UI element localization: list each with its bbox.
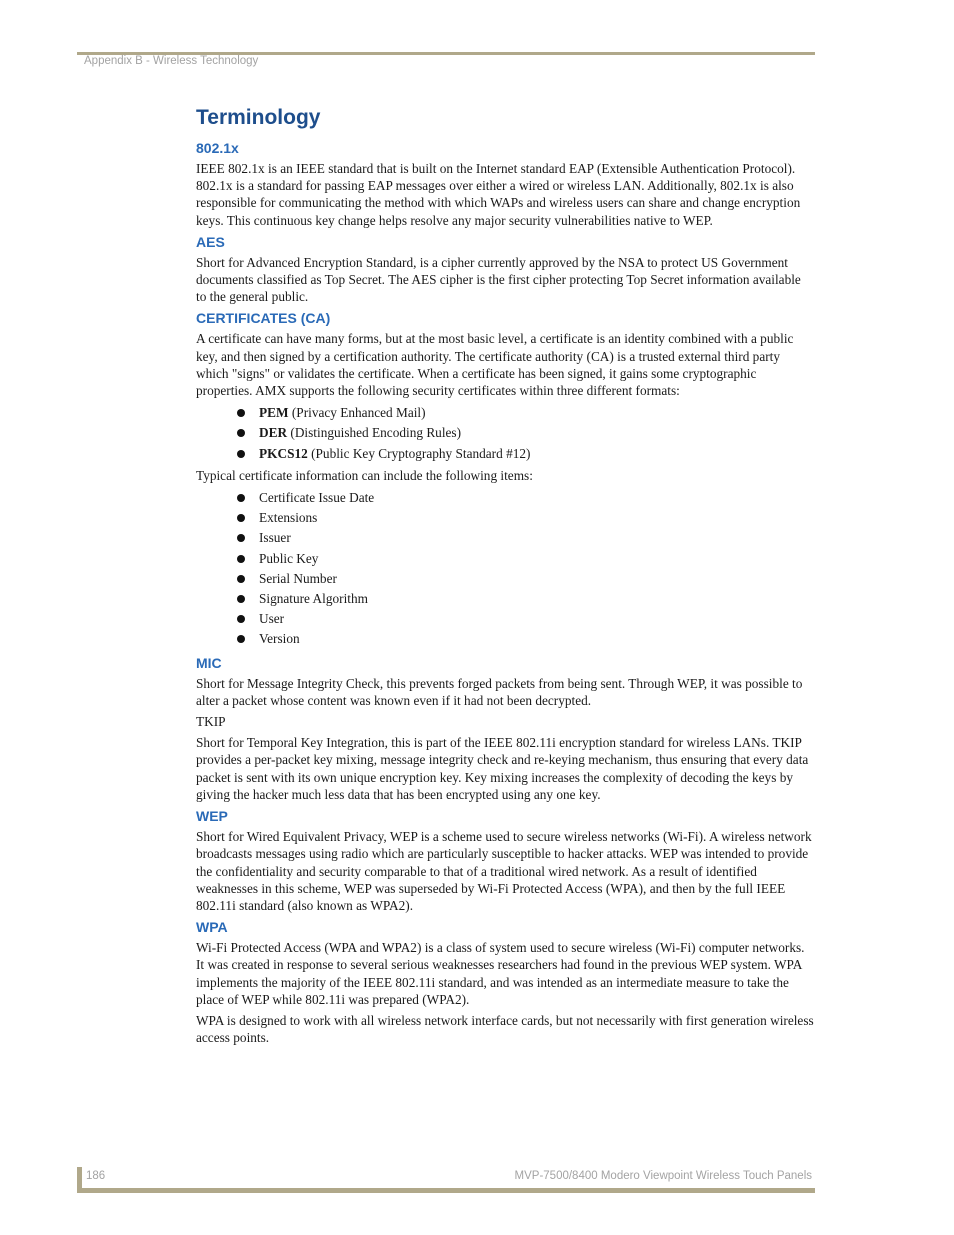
section-heading-wpa: WPA — [196, 919, 228, 936]
certificate-info-list — [196, 488, 814, 650]
bullet-icon — [237, 429, 245, 437]
paragraph-wep: Short for Wired Equivalent Privacy, WEP is a scheme used to secure wireless networks (Wi-Fi). A wireless network broadcasts messages using radio which are particularly susceptible to hacker attacks. WEP was intended to provide the confidentiality and security comparable to that of a traditional wired network. As a result of identified weaknesses in this scheme, WEP was superseded by Wi-Fi Protected Access (WPA), and then by the full IEEE 802.11i standard (also known as WPA2). — [196, 829, 812, 913]
bullet-icon — [237, 615, 245, 623]
bullet-icon — [237, 494, 245, 502]
bullet-icon — [237, 450, 245, 458]
list-item: PKCS12 (Public Key Cryptography Standard #12) — [237, 444, 814, 464]
paragraph-certificates: A certificate can have many forms, but at the most basic level, a certificate is an identity combined with a public key, and then signed by a certification authority. The certificate authority (CA) is a trusted external third party which "signs" or validates the certificate. When a certificate has been signed, it gains some cryptographic properties. AMX supports the following security certificates within three different formats: — [196, 331, 794, 399]
bullet-icon — [237, 409, 245, 417]
section-heading-8021x: 802.1x — [196, 140, 239, 156]
page-title: Terminology — [196, 106, 321, 129]
section-heading-aes: AES — [196, 233, 225, 250]
paragraph-mic: Short for Message Integrity Check, this prevents forged packets from being sent. Through WEP, it was possible to alter a packet whose content was known even if it had not been decrypted. — [196, 675, 803, 708]
list-item: Extensions — [237, 508, 814, 528]
list-item: PEM (Privacy Enhanced Mail) — [237, 403, 814, 423]
list-item: Serial Number — [237, 569, 814, 589]
list-item: User — [237, 609, 814, 629]
bullet-icon — [237, 555, 245, 563]
list-item: Issuer — [237, 528, 814, 548]
list-item: Public Key — [237, 549, 814, 569]
paragraph-tkip: Short for Temporal Key Integration, this is part of the IEEE 802.11i encryption standard for wireless LANs. TKIP provides a per-packet key mixing, message integrity check and re-keying mechanism, thus ensuring that every data packet is sent with its own unique encryption key. Key mixing increases the complexity of decoding the keys by giving the hacker much less data that has been encrypted using any one key. — [196, 735, 809, 802]
page-number: 186 — [86, 1170, 106, 1182]
paragraph-certificate-info: Typical certificate information can include the following items: — [196, 467, 533, 483]
paragraph-8021x: IEEE 802.1x is an IEEE standard that is built on the Internet standard EAP (Extensible Authentication Protocol). 802.1x is a standard for passing EAP messages over either a wired or wireless LAN. Additionally, 802.1x is also responsible for communicating the method with which WAPs and wireless users can share and change encryption keys. This continuous key change helps resolve any major security vulnerabilities native to WEP. — [196, 161, 801, 228]
running-header: Appendix B - Wireless Technology — [84, 55, 259, 67]
bullet-icon — [237, 534, 245, 542]
paragraph-tkip-label: TKIP — [196, 714, 226, 730]
section-heading-mic: MIC — [196, 654, 222, 671]
paragraph-wpa-2: WPA is designed to work with all wireless network interface cards, but not necessarily with first generation wireless access points. — [196, 1012, 814, 1046]
list-item: Version — [237, 629, 814, 649]
bullet-icon — [237, 595, 245, 603]
bullet-icon — [237, 514, 245, 522]
list-item: DER (Distinguished Encoding Rules) — [237, 423, 814, 443]
section-heading-wep: WEP — [196, 808, 228, 825]
footer-doc-title: MVP-7500/8400 Modero Viewpoint Wireless Touch Panels — [514, 1170, 812, 1182]
list-item: Signature Algorithm — [237, 589, 814, 609]
list-item: Certificate Issue Date — [237, 488, 814, 508]
footer-rule — [77, 1188, 815, 1193]
certificate-formats-list — [196, 403, 814, 464]
bullet-icon — [237, 575, 245, 583]
page-content — [196, 104, 814, 1050]
section-heading-certificates: CERTIFICATES (CA) — [196, 310, 331, 327]
bullet-icon — [237, 635, 245, 643]
paragraph-aes: Short for Advanced Encryption Standard, is a cipher currently approved by the NSA to protect US Government documents classified as Top Secret. The AES cipher is the first cipher protecting Top Secret information available to the general public. — [196, 254, 801, 305]
paragraph-wpa-1: Wi-Fi Protected Access (WPA and WPA2) is a class of system used to secure wireless (Wi-Fi) computer networks. It was created in response to several serious weaknesses researchers had found in the previous WEP system. WPA implements the majority of the IEEE 802.11i standard, and was intended as an intermediate measure to take the place of WEP while 802.11i was prepared (WPA2). — [196, 940, 805, 1007]
